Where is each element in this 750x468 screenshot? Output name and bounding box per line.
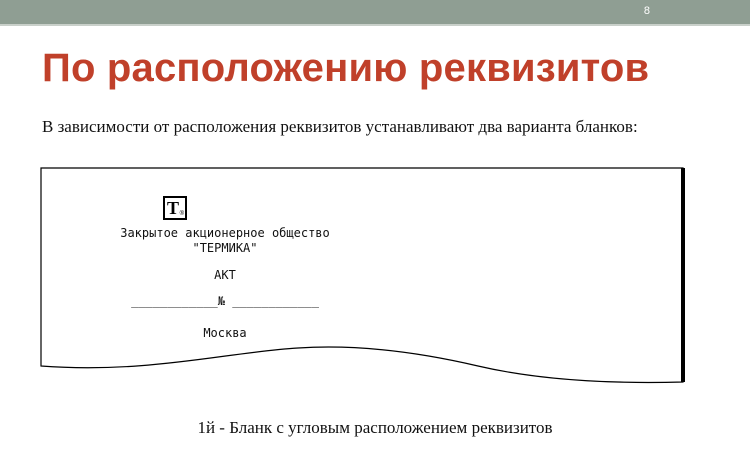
- slide-title: По расположению реквизитов: [42, 46, 650, 90]
- company-name-line1: Закрытое акционерное общество: [120, 226, 330, 240]
- slide-top-bar: [0, 0, 750, 24]
- logo-letter: Т: [167, 198, 180, 218]
- registered-mark-icon: ®: [179, 211, 184, 217]
- document-type: АКТ: [214, 268, 236, 282]
- company-logo: [163, 196, 187, 220]
- document-number-line: ____________№ ____________: [131, 294, 319, 308]
- figure-caption: 1й - Бланк с угловым расположением реквизитов: [197, 418, 553, 437]
- slide-number: 8: [643, 5, 650, 17]
- company-name-line2: "ТЕРМИКА": [192, 241, 258, 255]
- slide-top-bar-divider: [0, 24, 750, 26]
- intro-text: В зависимости от расположения реквизитов устанавливают два варианта бланков:: [42, 117, 638, 136]
- document-city: Москва: [203, 326, 247, 340]
